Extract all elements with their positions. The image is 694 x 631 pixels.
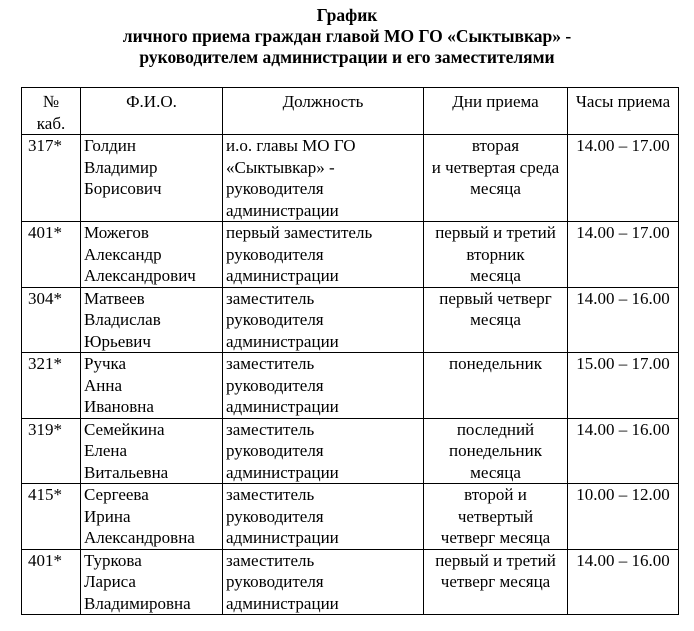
room-number-cell: 401* [22, 222, 81, 288]
position-line: руководителя [226, 179, 324, 198]
position-line: заместитель [226, 419, 315, 439]
position-line: руководителя [226, 310, 324, 329]
name-line: Борисович [84, 179, 162, 198]
days-line: первый и третий [435, 223, 556, 242]
days-line: месяца [470, 179, 521, 198]
name-line: Голдин [84, 136, 136, 155]
days-line: последний [456, 419, 535, 439]
name-line: Лариса [84, 572, 136, 591]
position-cell [223, 287, 424, 353]
position-line: администрации [226, 331, 339, 351]
name-line: Витальевна [84, 462, 169, 482]
header-room-line-1: № [42, 92, 60, 111]
name-line: Александровна [84, 528, 195, 547]
position-line: руководителя [226, 244, 324, 264]
name-line: Сергеева [84, 485, 149, 504]
table-row [22, 484, 679, 550]
full-name-cell [81, 135, 223, 222]
table-body [22, 135, 679, 615]
reception-days-cell [424, 549, 568, 615]
table-row [22, 353, 679, 419]
reception-hours-cell: 14.00 – 17.00 [568, 135, 679, 222]
position-cell [223, 418, 424, 484]
room-number-cell: 319* [22, 418, 81, 484]
name-line: Анна [84, 375, 123, 395]
name-line: Матвеев [84, 288, 145, 308]
header-room-line-2: каб. [36, 113, 66, 133]
name-line: Владислав [84, 310, 161, 329]
position-line: и.о. главы МО ГО [226, 136, 356, 155]
position-cell [223, 484, 424, 550]
position-line: заместитель [226, 485, 315, 504]
name-line: Елена [84, 441, 128, 460]
position-line: администрации [226, 397, 339, 416]
name-line: Александр [84, 244, 162, 264]
reception-days-cell [424, 222, 568, 288]
position-cell [223, 222, 424, 288]
days-line: первый четверг [439, 288, 552, 308]
reception-days-cell [424, 135, 568, 222]
name-line: Ирина [84, 506, 131, 526]
name-line: Ивановна [84, 397, 154, 416]
position-line: руководителя [226, 506, 324, 526]
position-line: заместитель [226, 354, 315, 373]
reception-schedule-table [21, 87, 679, 615]
reception-hours-cell: 14.00 – 16.00 [568, 287, 679, 353]
name-line: Туркова [84, 550, 142, 570]
full-name-cell [81, 222, 223, 288]
days-line: месяца [470, 310, 521, 329]
room-number-cell: 415* [22, 484, 81, 550]
name-line: Можегов [84, 223, 149, 242]
table-row [22, 135, 679, 222]
header-name: Ф.И.О. [81, 88, 223, 135]
reception-days-cell [424, 287, 568, 353]
days-line: понедельник [449, 354, 542, 373]
position-line: руководителя [226, 375, 324, 395]
position-line: администрации [226, 266, 339, 285]
days-line: четвертый [457, 506, 534, 526]
document-title [0, 5, 694, 68]
room-number-cell: 321* [22, 353, 81, 419]
position-line: администрации [226, 528, 339, 547]
room-number-cell: 317* [22, 135, 81, 222]
reception-days-cell [424, 353, 568, 419]
position-line: заместитель [226, 550, 315, 570]
days-line: вторая [471, 136, 520, 155]
table-row [22, 222, 679, 288]
reception-days-cell [424, 484, 568, 550]
room-number-cell: 401* [22, 549, 81, 615]
position-cell [223, 353, 424, 419]
position-cell [223, 135, 424, 222]
table-header-row [22, 88, 679, 135]
title-line-2: личного приема граждан главой МО ГО «Сыктывкар» - [122, 26, 572, 46]
reception-hours-cell: 14.00 – 16.00 [568, 549, 679, 615]
position-line: администрации [226, 462, 339, 482]
reception-hours-cell: 14.00 – 16.00 [568, 418, 679, 484]
name-line: Семейкина [84, 419, 165, 439]
header-days: Дни приема [424, 88, 568, 135]
title-line-1: График [316, 5, 378, 25]
table-row [22, 549, 679, 615]
position-line: руководителя [226, 572, 324, 591]
position-cell [223, 549, 424, 615]
name-line: Александрович [84, 266, 196, 285]
header-hours: Часы приема [568, 88, 679, 135]
table-row [22, 418, 679, 484]
name-line: Владимир [84, 157, 158, 177]
header-room [22, 88, 81, 135]
days-line: вторник [466, 244, 525, 264]
reception-days-cell [424, 418, 568, 484]
full-name-cell [81, 418, 223, 484]
position-line: администрации [226, 200, 339, 220]
name-line: Юрьевич [84, 331, 151, 351]
full-name-cell [81, 549, 223, 615]
position-line: «Сыктывкар» - [226, 157, 335, 177]
position-line: первый заместитель [226, 223, 373, 242]
reception-hours-cell: 14.00 – 17.00 [568, 222, 679, 288]
days-line: и четвертая среда [431, 157, 560, 177]
header-position: Должность [223, 88, 424, 135]
days-line: четверг месяца [440, 572, 551, 591]
full-name-cell [81, 353, 223, 419]
days-line: понедельник [449, 441, 542, 460]
reception-hours-cell: 15.00 – 17.00 [568, 353, 679, 419]
days-line: месяца [470, 266, 521, 285]
position-line: заместитель [226, 288, 315, 308]
days-line: второй и [464, 485, 527, 504]
position-line: руководителя [226, 441, 324, 460]
name-line: Владимировна [84, 593, 191, 613]
room-number-cell: 304* [22, 287, 81, 353]
full-name-cell [81, 287, 223, 353]
position-line: администрации [226, 593, 339, 613]
days-line: месяца [470, 462, 521, 482]
table-row [22, 287, 679, 353]
title-line-3: руководителем администрации и его заместителями [139, 47, 555, 67]
name-line: Ручка [84, 354, 127, 373]
reception-hours-cell: 10.00 – 12.00 [568, 484, 679, 550]
full-name-cell [81, 484, 223, 550]
days-line: четверг месяца [440, 528, 551, 547]
days-line: первый и третий [435, 550, 556, 570]
